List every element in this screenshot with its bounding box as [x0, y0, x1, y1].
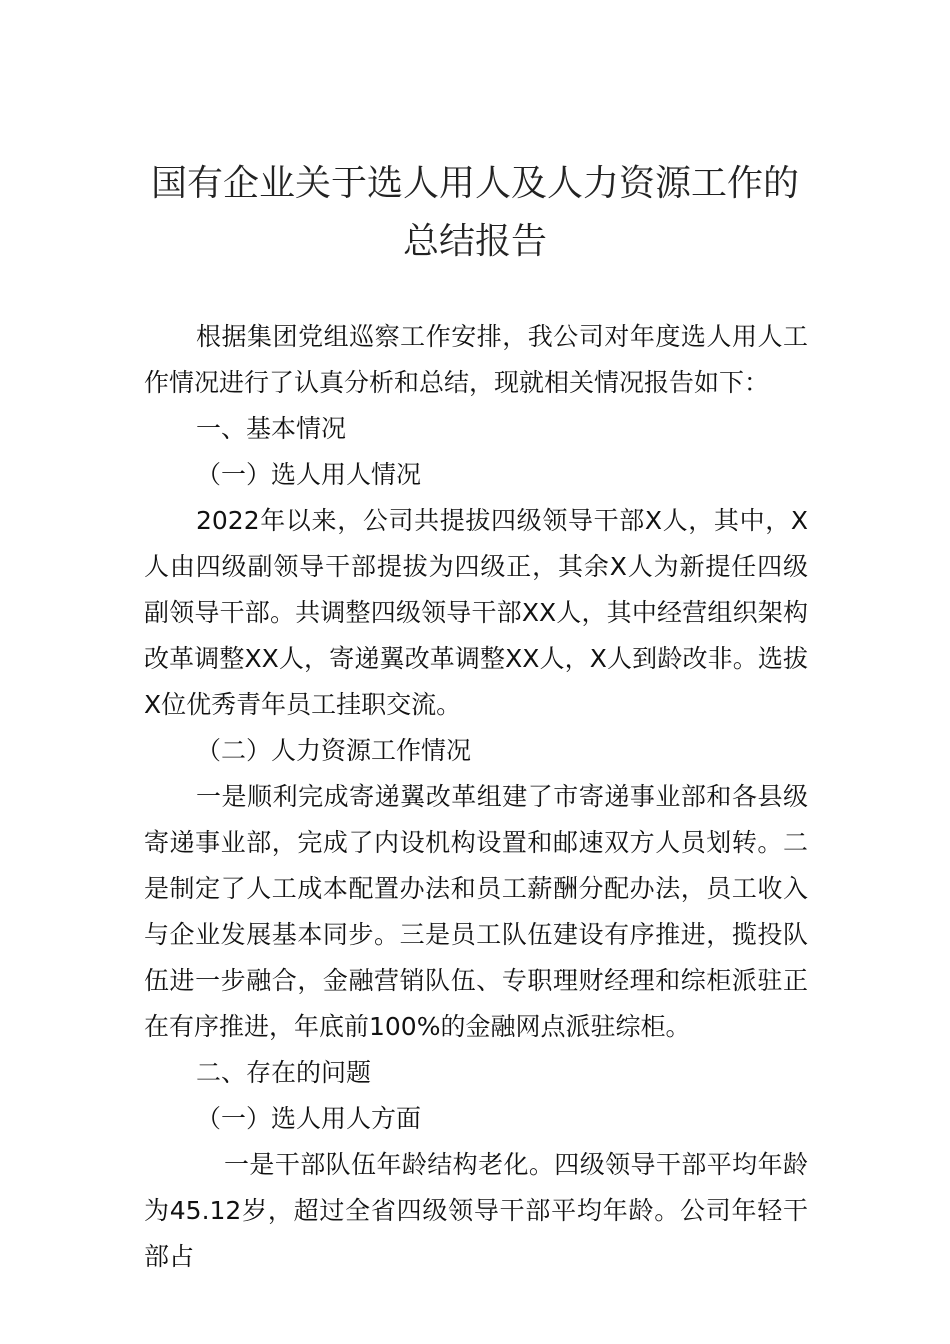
section2-sub1-paragraph: 一是干部队伍年龄结构老化。四级领导干部平均年龄为45.12岁，超过全省四级领导干部平均年龄。公司年轻干部占	[144, 1150, 808, 1271]
section1-heading: 一、基本情况	[196, 414, 347, 443]
section1-sub2-heading: （二）人力资源工作情况	[196, 736, 472, 765]
intro-paragraph: 根据集团党组巡察工作安排，我公司对年度选人用人工作情况进行了认真分析和总结，现就相关情况报告如下：	[144, 322, 808, 397]
section2-sub1-heading: （一）选人用人方面	[196, 1104, 422, 1133]
section1-sub1-heading: （一）选人用人情况	[196, 460, 422, 489]
document-title-line1: 国有企业关于选人用人及人力资源工作的	[150, 163, 799, 204]
document-body	[144, 314, 808, 1280]
section2-heading: 二、存在的问题	[196, 1058, 372, 1087]
section1-sub1-paragraph: 2022年以来，公司共提拔四级领导干部X人，其中，X人由四级副领导干部提拔为四级正，其余X人为新提任四级副领导干部。共调整四级领导干部XX人，其中经营组织架构改革调整XX人，寄递翼改革调整XX人，X人到龄改非。选拔X位优秀青年员工挂职交流。	[144, 506, 808, 719]
document-title-line2: 总结报告	[402, 221, 547, 262]
section1-sub2-paragraph: 一是顺利完成寄递翼改革组建了市寄递事业部和各县级寄递事业部，完成了内设机构设置和邮速双方人员划转。二是制定了人工成本配置办法和员工薪酬分配办法，员工收入与企业发展基本同步。三是员工队伍建设有序推进，揽投队伍进一步融合，金融营销队伍、专职理财经理和综柜派驻正在有序推进，年底前100%的金融网点派驻综柜。	[144, 782, 808, 1041]
